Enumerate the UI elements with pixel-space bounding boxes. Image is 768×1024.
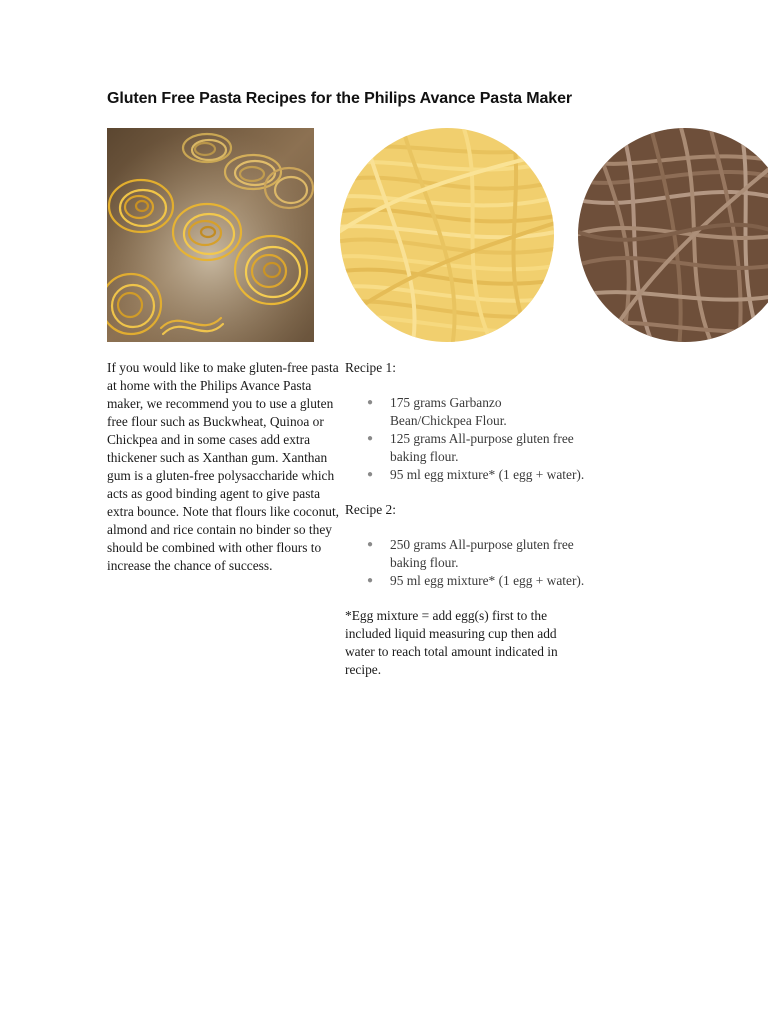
- recipe-2-heading: Recipe 2:: [345, 502, 396, 517]
- bullet-icon: ●: [367, 397, 374, 408]
- ingredient-text: 175 grams Garbanzo Bean/Chickpea Flour.: [390, 395, 507, 428]
- document-title: Gluten Free Pasta Recipes for the Philips Avance Pasta Maker: [107, 90, 572, 107]
- pasta-nests-photo: [107, 128, 314, 342]
- bullet-icon: ●: [367, 469, 374, 480]
- list-item: [345, 466, 585, 484]
- list-item: [345, 430, 585, 466]
- recipes-column: [345, 359, 585, 679]
- list-item: [345, 394, 585, 430]
- intro-paragraph: If you would like to make gluten-free pasta at home with the Philips Avance Pasta maker, we recommend you to use a gluten free flour such as Buckwheat, Quinoa or Chickpea and in some cases add extra thickener such as Xanthan gum. Xanthan gum is a gluten-free polysaccharide which acts as good binding agent to give pasta extra bounce. Note that flours like coconut, almond and rice contain no binder so they should be combined with other flours to increase the chance of success.: [107, 360, 340, 573]
- bullet-icon: ●: [367, 433, 374, 444]
- ingredient-text: 95 ml egg mixture* (1 egg + water).: [390, 467, 585, 482]
- recipe-1-heading: Recipe 1:: [345, 360, 396, 375]
- ingredient-text: 125 grams All-purpose gluten free baking flour.: [390, 431, 574, 464]
- bullet-icon: ●: [367, 539, 374, 550]
- list-item: [345, 572, 585, 590]
- recipe-2-ingredients: [345, 536, 585, 590]
- brown-pasta-photo: [578, 128, 768, 342]
- egg-mixture-note: *Egg mixture = add egg(s) first to the included liquid measuring cup then add water to reach total amount indicated in recipe.: [345, 608, 558, 677]
- bullet-icon: ●: [367, 575, 374, 586]
- ingredient-text: 95 ml egg mixture* (1 egg + water).: [390, 573, 585, 588]
- ingredient-text: 250 grams All-purpose gluten free baking flour.: [390, 537, 574, 570]
- yellow-pasta-photo: [340, 128, 554, 342]
- list-item: [345, 536, 585, 572]
- recipe-1-ingredients: [345, 394, 585, 484]
